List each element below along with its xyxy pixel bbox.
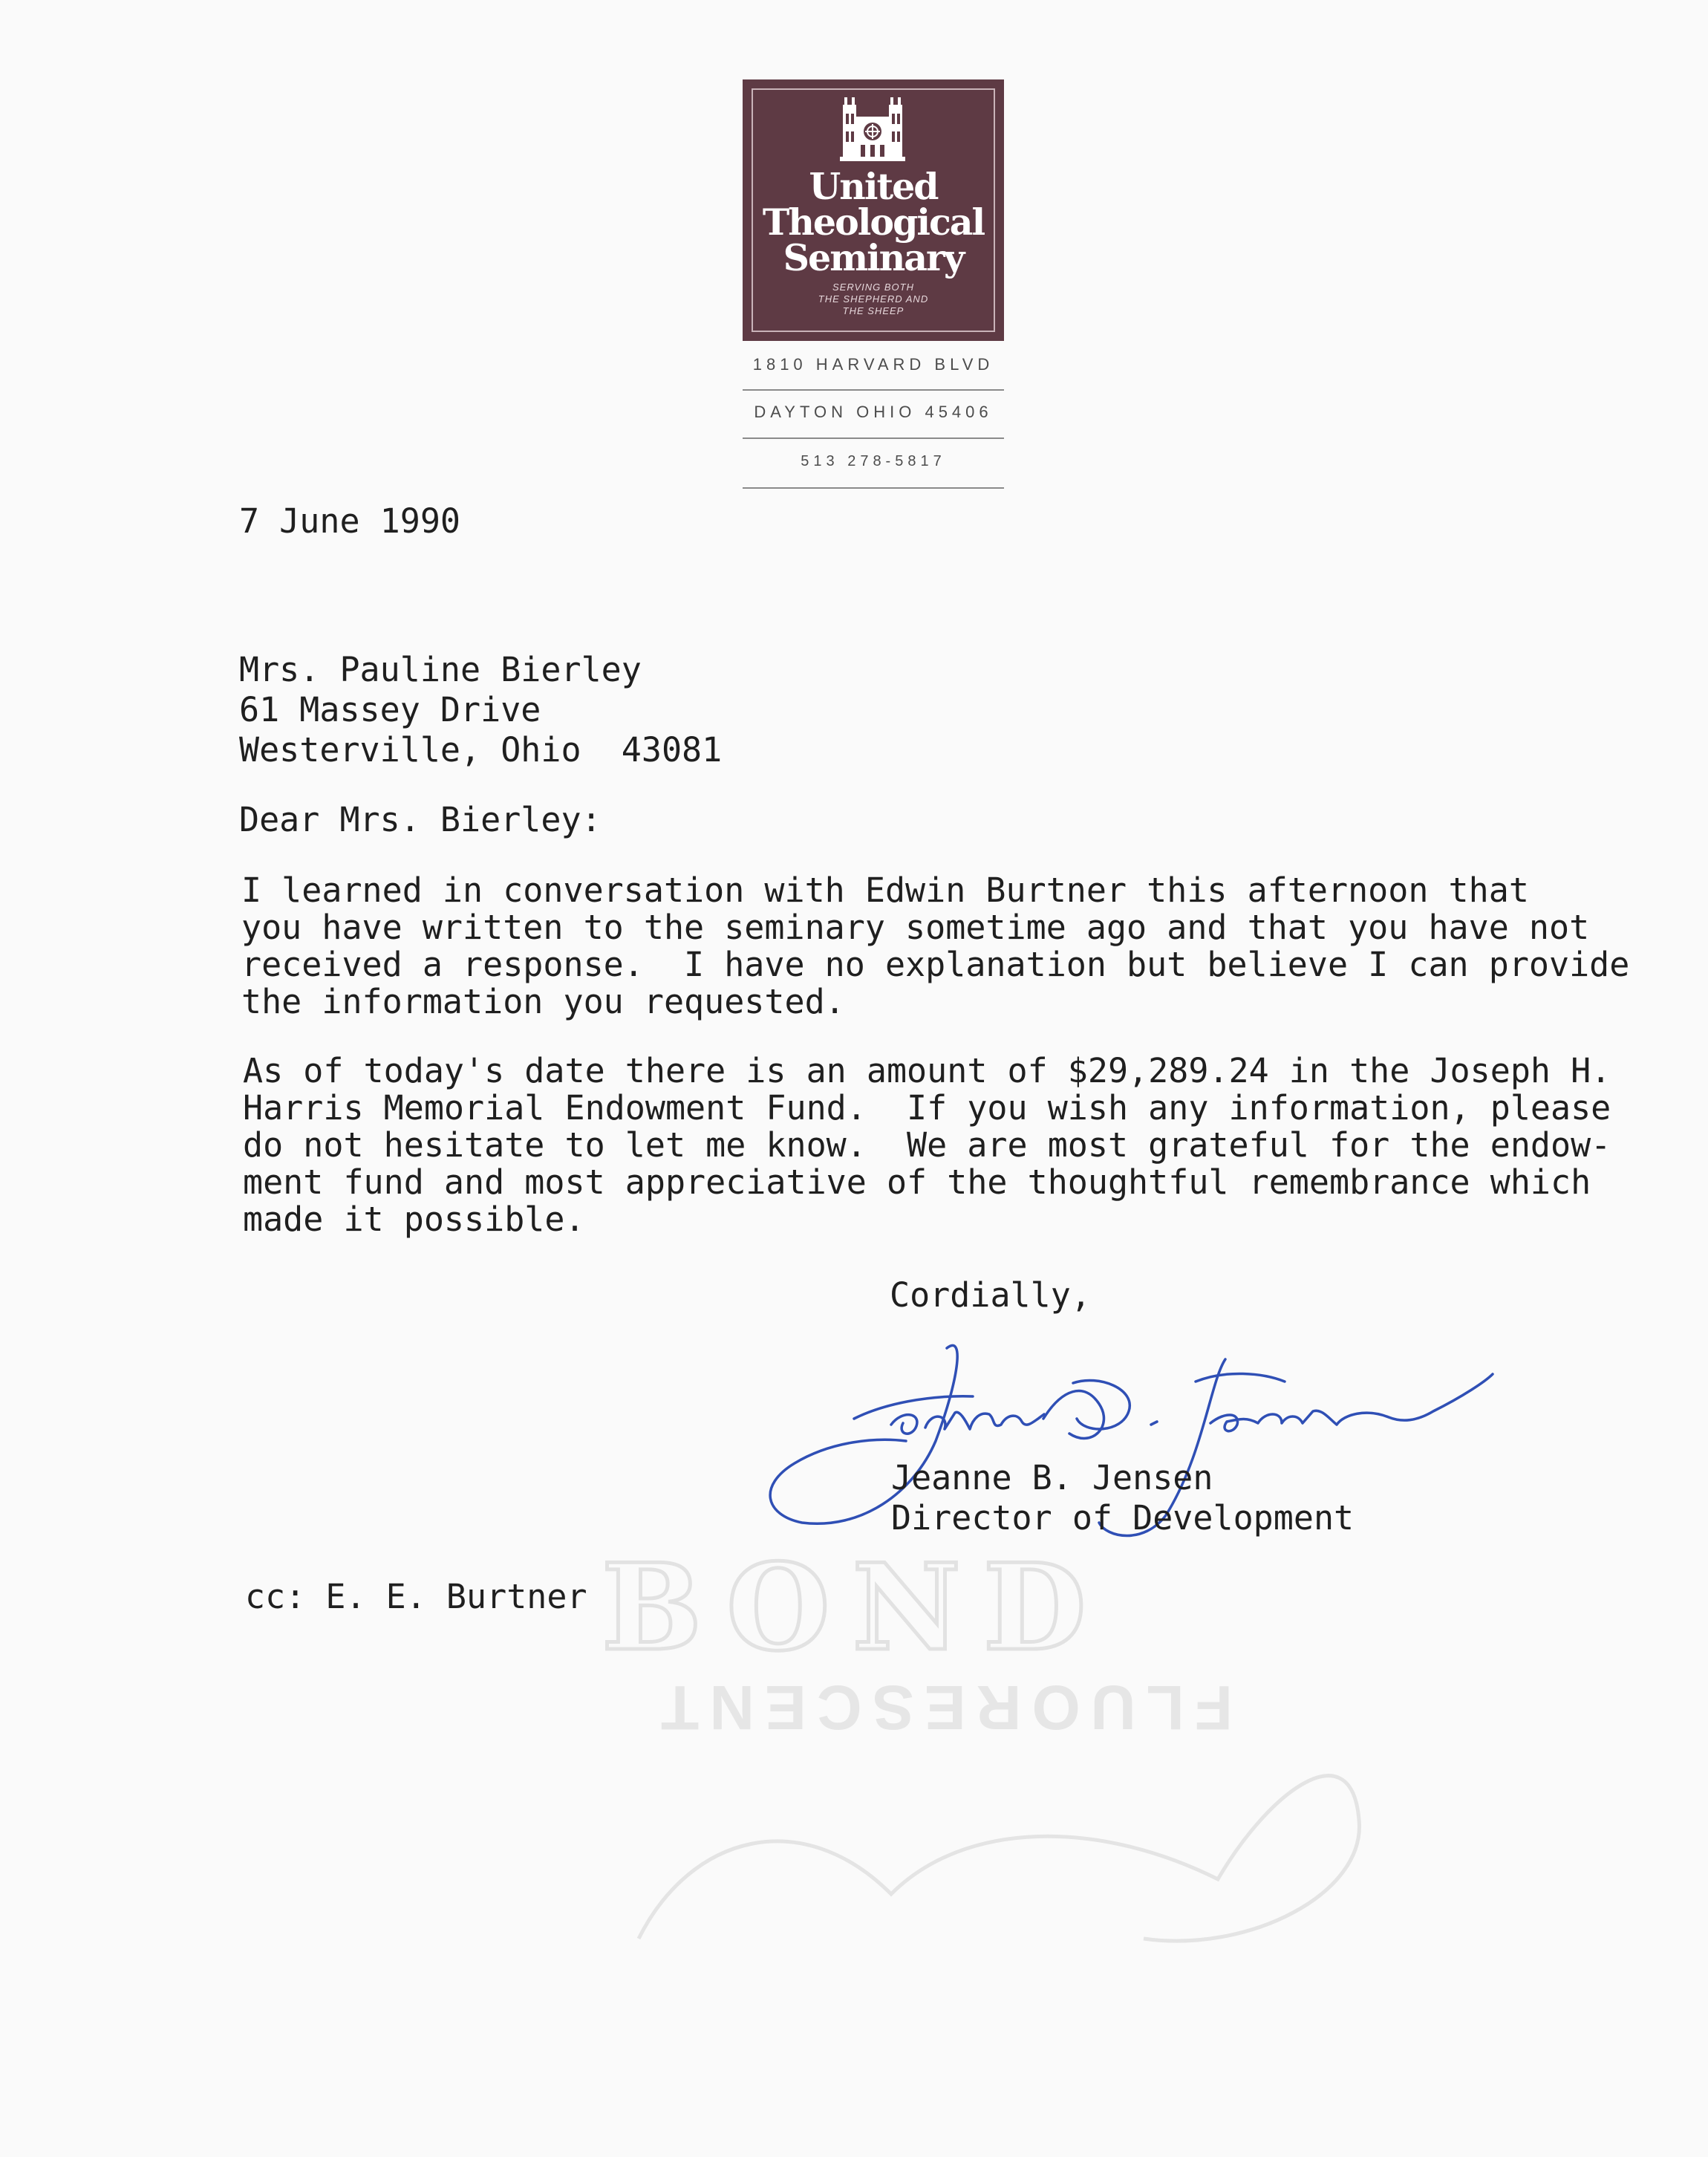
paper-watermark (579, 1508, 1411, 1983)
paragraph-line: As of today's date there is an amount of $29,289.24 in the Joseph H. (243, 1051, 1611, 1090)
signer-title: Director of Development (891, 1498, 1355, 1538)
address-divider (743, 487, 1004, 489)
cc-line: cc: E. E. Burtner (245, 1577, 587, 1616)
address-divider (743, 389, 1004, 391)
recipient-street: 61 Massey Drive (239, 690, 541, 729)
address-city: DAYTON OHIO 45406 (754, 403, 993, 421)
motto-line: THE SHEPHERD AND (818, 293, 929, 305)
seminary-name-line: Theological (762, 201, 985, 244)
recipient-city: Westerville, Ohio 43081 (239, 730, 723, 770)
paragraph-line: I learned in conversation with Edwin Burtner this afternoon that (241, 871, 1529, 910)
address-divider (743, 437, 1004, 439)
paragraph-line: do not hesitate to let me know. We are most grateful for the endow- (243, 1125, 1611, 1165)
closing: Cordially, (890, 1275, 1091, 1315)
paragraph-line: you have written to the seminary sometime ago and that you have not (241, 908, 1590, 947)
paragraph-line: ment fund and most appreciative of the thoughtful remembrance which (243, 1162, 1591, 1202)
paragraph-line: received a response. I have no explanation but believe I can provide (241, 945, 1630, 984)
letter-date: 7 June 1990 (239, 501, 461, 541)
paragraph-line: the information you requested. (241, 982, 845, 1021)
motto-line: SERVING BOTH (832, 282, 914, 293)
salutation: Dear Mrs. Bierley: (239, 800, 602, 839)
motto-line: THE SHEEP (842, 305, 904, 316)
watermark-bond-text: BOND (602, 1538, 1109, 1677)
phone-number: 513 278-5817 (801, 453, 946, 469)
address-street: 1810 HARVARD BLVD (752, 355, 994, 374)
paragraph-line: Harris Memorial Endowment Fund. If you wish any information, please (243, 1088, 1611, 1128)
chapel-building-icon (837, 94, 908, 163)
seminary-name-line: United (809, 165, 938, 208)
seminary-name-line: Seminary (783, 236, 964, 279)
watermark-fluorescent-text: FLUORESCENT (651, 1673, 1233, 1743)
seminary-name (743, 165, 1004, 279)
paragraph-line: made it possible. (243, 1200, 585, 1239)
seminary-motto (743, 282, 1004, 317)
recipient-name: Mrs. Pauline Bierley (239, 650, 642, 689)
seminary-logo (743, 79, 1004, 341)
watermark-script-flourish (639, 1776, 1359, 1941)
signer-name: Jeanne B. Jensen (891, 1458, 1213, 1497)
